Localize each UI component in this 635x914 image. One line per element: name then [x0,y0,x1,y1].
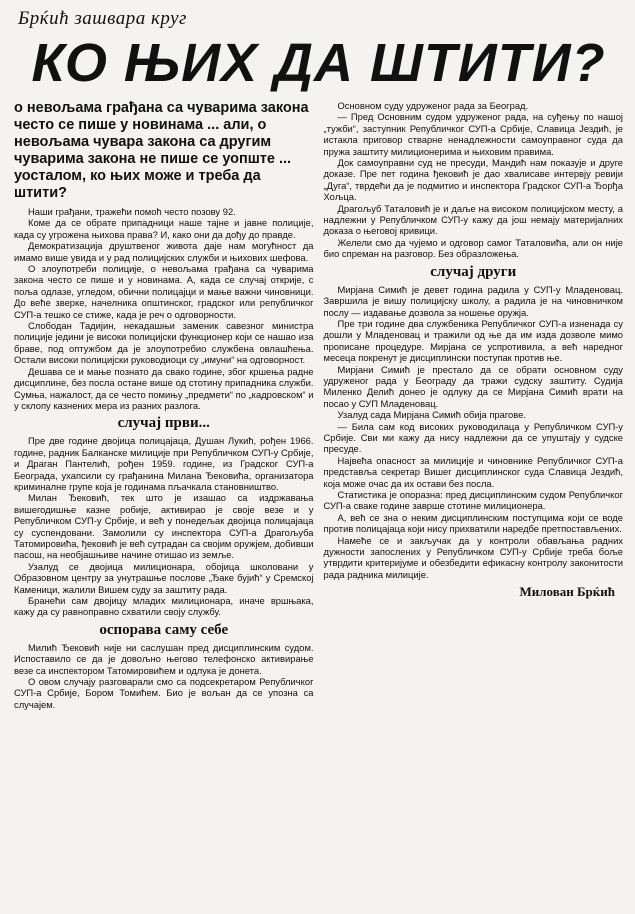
paragraph: Милић Ђековић није ни саслушан пред дисциплинским судом. Испоставило се да је довољно његово телефонско активирање везе са инспектором Татомировићем и одлука је донета. [14,641,314,676]
paragraph: О овом случају разговарали смо са подсекретаром Републичког СУП-а Србије, Бором Томићем. Био је вољан да се упозна са случајем. [14,676,314,710]
paragraph: Статистика је опоразна: пред дисциплинским судом Републичког СУП-а сваке године заврше стотине милиционера. [323,489,623,512]
subheading-case-two: случај други [430,263,517,280]
paragraph: Демократизација друштвеног живота даје нам могућност да имамо више увида и у рад полицијских служби и њихових шефова. [14,240,314,263]
paragraph: Желели смо да чујемо и одговор самог Таталовића, али он није био спреман на разговор. Без образложења. [323,236,623,260]
paragraph: Узалуд сада Мирјана Симић обија прагове. [337,409,526,421]
paragraph: Док самоуправни суд не пресуди, Мандић нам показује и друге доказе. Пре пет година ђековић је дао хвалисаве интервју ревији „Дуга“, тврдећи да је подмитио и инспектора Градског СУП-а Ђорђа Хољца. [323,157,623,203]
headline: КО ЊИХ ДА ШТИТИ? [31,33,606,93]
paragraph: — Била сам код високих руководилаца у Републичком СУП-у Србије. Сви ми кажу да нису надлежни да се упуштају у судске пресуде. [323,420,623,455]
paragraph: Драгољуб Таталовић је и даље на високом полицијском месту, а надлежни у Републичком СУП-у кажу да још немају материјалних доказа о његовој кривици. [323,202,623,237]
paragraph: Пре две године двојица полицајаца, Душан Лукић, рођен 1966. године, радник Балканске милиције при Републичком СУП-у Србије, и Драган Пантелић, рођен 1959. године, из Градског СУП-а Београда, ухапсили су грађанина Милана Ђековића, организатора криминалне групе која је годинама пљачкала становништво. [14,435,314,492]
paragraph: Милан Ђековић, тек што је изашао са издржавања вишегодишње казне робије, активирао је своје везе и у Републичком СУП-у Србије, и већ у понедељак двојица полицајаца су суспендовани. Замолили су инспектора СУП-а Драгољуба Татомировића, ђековић је већ сутрадан са својим оружјем, добивши пасош, на необјашњиве начине отишао из земље. [14,492,314,561]
paragraph: А, већ се зна о неким дисциплинским поступцима који се воде против полицајаца који нису прихватили наредбе претпостављених. [323,511,623,535]
kicker: Брќић зашвара круг [18,8,187,29]
paragraph: Наши грађани, тражећи помоћ често позову 92. [28,206,236,217]
paragraph: Мирјана Симић је девет година радила у СУП-у Младеновац. Завршила је вишу полицијску школу, а радила је на чиновничком послу — издавање дозвола за ношење оружја. [323,283,623,318]
paragraph: Узалуд се двојица милиционара, обојица школовани у Образовном центру за унутрашње послове „Ђаке бујић“ у Сремској Каменици, жалили Вишем суду за заштиту рада. [14,560,314,595]
paragraph: Основном суду удруженог рада за Београд. [337,100,529,111]
paragraph: Коме да се обрате припадници наше тајне и јавне полиције, када су угрожена њихова права? И, како они да дођу до правде. [14,217,314,240]
paragraph: О злоупотреби полиције, о невољама грађана са чуварима закона често се пише и у новинама. А, када се случај открије, с поља одлазе, угледом, обични полицајци и мање важни чиновници. До веће зверке, начелника општинског, градског или републичког СУП-а тешко се стиже, када је реч о одговорности. [14,263,314,320]
lead-paragraph: о невољама грађана са чуварима закона често се пише у новинама ... али, о невољама чувара закона са другим чуварима закона не пише се уопште ... уосталом, ко њих може и треба да штити? [14,100,309,201]
paragraph: Мирјани Симић је престало да се обрати основном суду удруженог рада у Београду да тражи судску заштиту. Судија Миленко Делић донео је одлуку да се Мирјана Симић врати на посао у СУП Младеновац. [323,363,623,409]
left-column [14,100,314,710]
paragraph: — Пред Основним судом удруженог рада, на суђењу по нашој „тужби“, заступник Републичког СУП-а Србије, Славица Јездић, је истакла приговор стварне ненадлежности самоуправног суда да пружа заштиту милиционерима и њиховим правима. [323,111,623,157]
paragraph: Пре три године два службеника Републичког СУП-а изненада су дошли у Младеновац и тражили од ње да им изда дозволе мимо прописане процедуре. Мирјана се успротивила, а већ наредног месеца покренут је дисциплински поступак против ње. [323,317,623,364]
author-signature: Милован Брќић [519,584,615,600]
paragraph: Намеће се и закључак да у контроли обављања радних дужности запослених у Републичком СУП-у Србије треба боље утврдити критеријуме и обезбедити ефикасну контролу законитости рада радника милиције. [323,534,623,580]
paragraph: Слободан Тадијин, некадашњи заменик савезног министра полиције једини је високи полицијски функционер који се нашао иза браве, под оптужбом да је злоупотребио службена овлашћења. Остали високи полицијски руководиоци су „имуни“ на одговорност. [14,320,314,366]
paragraph: Бранећи сам двојицу младих милиционара, иначе вршњака, кажу да су равноправно схватили своју службу. [14,595,314,618]
subheading-case-one: случај први... [117,415,210,432]
right-column [324,100,624,710]
paragraph: Највећа опасност за милиције и чиновнике Републичког СУП-а представља секретар Вишег дисциплинског суда Славица Јездић, која може очас да их остави без посла. [323,454,623,489]
subheading-disputes-itself: оспорава саму себе [99,621,229,638]
article-columns [14,100,623,710]
paragraph: Дешава се и мање познато да свако годинe, због кршења радне дисциплине, без посла остане више од стотину припадника служби. Сумња, нажалост, да се често помињу „предмети“ по „кадровском“ и у склопу казнених мера из разних разлога. [14,365,314,411]
